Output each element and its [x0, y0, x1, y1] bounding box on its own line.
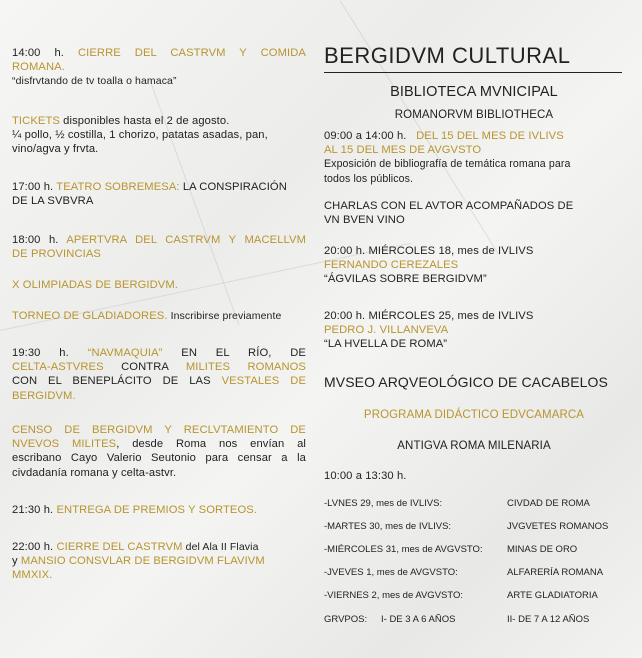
block-tickets	[12, 114, 306, 157]
time: 19:30 h.	[12, 347, 69, 359]
event-title: DE PROVINCIAS	[12, 248, 101, 261]
section-heading: MVSEO ARQVEOLÓGICO DE CACABELOS	[324, 374, 608, 390]
schedule-activity: MINAS DE ORO	[507, 544, 578, 555]
event-text: CONTRA	[103, 361, 186, 374]
schedule-day: -LVNES 29, mes de IVLIVS:	[324, 498, 443, 509]
event-title: CELTA-ASTVRES	[12, 361, 104, 374]
event-text: CON EL BENEPLÁCITO DE LAS	[12, 375, 222, 388]
schedule-activity: CIVDAD DE ROMA	[507, 498, 590, 509]
program-title: PROGRAMA DIDÁCTICO EDVCAMARCA	[363, 409, 585, 421]
block-torneo	[12, 309, 306, 323]
program-hours: 10:00 a 13:30 h.	[324, 470, 407, 482]
event-title: NVEVOS MILITES	[12, 438, 117, 451]
event-title: MMXIX.	[12, 569, 53, 582]
book-title: “LA HVELLA DE ROMA”	[324, 338, 448, 351]
time: 09:00 a 14:00 h.	[324, 130, 407, 142]
menu-text: ¼ pollo, ½ costilla, 1 chorizo, patatas asadas, pan,	[12, 129, 268, 142]
event-text: Exposición de bibliografía de temática romana para	[324, 158, 571, 171]
schedule-row	[324, 567, 624, 578]
event-text: civdadanía romana y celta-astvr.	[12, 466, 177, 479]
program-subtitle: ANTIGVA ROMA MILENARIA	[397, 440, 551, 452]
event-title: CIERRE DEL CASTRVM Y COMIDA	[77, 47, 306, 59]
groups-label: GRVPOS:	[324, 614, 368, 625]
schedule-day: -JVEVES 1, mes de AVGVSTO:	[324, 567, 458, 578]
block-charla-2	[324, 309, 624, 352]
schedule-activity: JVGVETES ROMANOS	[507, 521, 609, 532]
event-text: Inscribirse previamente	[167, 310, 282, 322]
event-text: , desde Roma nos envían al	[116, 438, 306, 451]
block-teatro	[12, 180, 306, 208]
title-divider	[324, 72, 622, 73]
author-name: FERNANDO CEREZALES	[324, 259, 459, 272]
schedule-row	[324, 590, 624, 601]
event-title: CIERRE DEL CASTRVM	[56, 541, 183, 553]
time: 22:00 h.	[12, 541, 54, 553]
event-title: AL 15 DEL MES DE AVGVSTO	[324, 144, 482, 157]
event-text: VN BVEN VINO	[324, 214, 405, 227]
schedule-row	[324, 521, 624, 532]
schedule-activity: ARTE GLADIATORIA	[507, 590, 598, 601]
event-title: ENTREGA DE PREMIOS Y SORTEOS.	[56, 504, 258, 516]
group-item: I- DE 3 A 6 AÑOS	[381, 614, 456, 625]
schedule-row	[324, 544, 624, 555]
event-title: APERTVRA DEL CASTRVM Y MACELLVM	[66, 234, 306, 246]
block-cierre	[12, 540, 306, 583]
event-text: EN EL RÍO, DE	[162, 347, 306, 359]
time: 18:00 h.	[12, 234, 59, 246]
section-heading: BIBLIOTECA MVNICIPAL	[390, 84, 558, 100]
event-text: todos los públicos.	[324, 172, 414, 185]
schedule-activity: ALFARERÍA ROMANA	[507, 567, 604, 578]
block-premios	[12, 503, 306, 517]
event-title: MANSIO CONSVLAR DE BERGIDVM FLAVIVM	[20, 555, 265, 568]
time: 21:30 h.	[12, 504, 54, 516]
block-comida	[12, 46, 306, 89]
block-censo	[12, 423, 306, 480]
event-title: TORNEO DE GLADIADORES.	[12, 310, 168, 322]
event-title: CENSO DE BERGIDVM Y RECLVTAMIENTO DE	[12, 424, 306, 436]
groups-row	[324, 614, 624, 625]
time: 20:00 h. MIÉRCOLES 25, mes de IVLIVS	[324, 310, 534, 322]
schedule-day: -VIERNES 2, mes de AVGVSTO:	[324, 590, 464, 601]
event-title: BERGIDVM.	[12, 389, 76, 402]
time: 14:00 h.	[12, 47, 64, 59]
block-charla-1	[324, 244, 624, 287]
block-charlas	[324, 199, 624, 227]
event-title: DEL 15 DEL MES DE IVLIVS	[416, 130, 564, 142]
schedule-day: -MARTES 30, mes de IVLIVS:	[324, 521, 452, 532]
book-title: “ÁGVILAS SOBRE BERGIDVM”	[324, 273, 487, 286]
schedule-day: -MIÉRCOLES 31, mes de AVGVSTO:	[324, 544, 483, 555]
event-note: “disfrvtando de tv toalla o hamaca”	[12, 75, 177, 88]
time: 20:00 h. MIÉRCOLES 18, mes de IVLIVS	[324, 245, 534, 257]
block-apertura	[12, 233, 306, 261]
event-text: CHARLAS CON EL AVTOR ACOMPAÑADOS DE	[324, 200, 574, 212]
event-title: ROMANA.	[12, 61, 65, 74]
tickets-label: TICKETS	[12, 115, 60, 127]
group-item: II- DE 7 A 12 AÑOS	[507, 614, 590, 625]
tickets-text: disponibles hasta el 2 de agosto.	[59, 115, 230, 127]
block-exposicion	[324, 129, 624, 186]
schedule-row	[324, 498, 624, 509]
event-text: LA CONSPIRACIÓN	[179, 181, 287, 193]
author-name: PEDRO J. VILLANVEVA	[324, 324, 449, 337]
time: 17:00 h.	[12, 181, 54, 193]
event-title: TEATRO SOBREMESA:	[56, 181, 180, 193]
event-title: MILITES ROMANOS	[185, 361, 306, 374]
event-title: VESTALES DE	[221, 375, 307, 388]
block-navmaquia	[12, 346, 306, 403]
section-subheading: ROMANORVM BIBLIOTHECA	[394, 109, 554, 121]
event-text: y	[12, 555, 21, 568]
menu-text: vino/agva y frvta.	[12, 143, 99, 156]
event-text: del Ala II Flavia	[182, 541, 259, 553]
event-text: escribano Cayo Valerio Seutonio para censar a la	[12, 452, 306, 465]
event-text: DE LA SVBVRA	[12, 195, 94, 208]
event-title: “NAVMAQUIA”	[87, 347, 163, 359]
event-title: X OLIMPIADAS DE BERGIDVM.	[12, 279, 178, 291]
page-title: BERGIDVM CULTURAL	[324, 43, 571, 68]
